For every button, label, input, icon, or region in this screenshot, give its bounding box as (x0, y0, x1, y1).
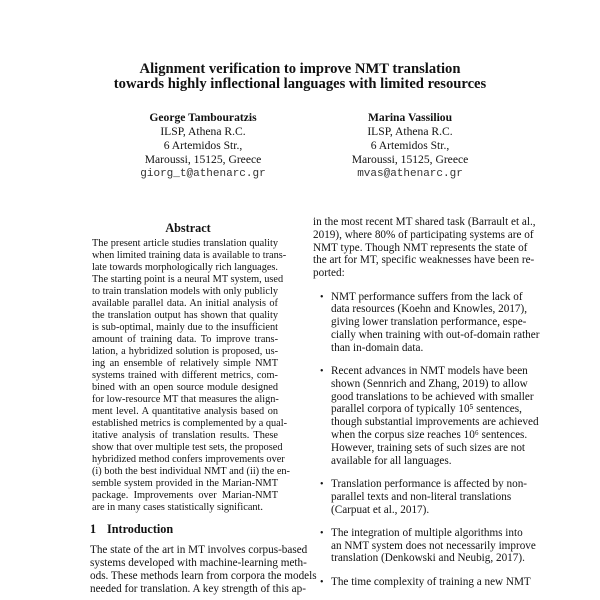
section-number: 1 (90, 522, 97, 536)
abstract-line: is sub-optimal, mainly due to the insufficient (92, 322, 278, 333)
abstract-line: hybridized method confers improvements over (92, 454, 285, 465)
paragraph-line: in the most recent MT shared task (Barrault et al., (313, 216, 536, 228)
author-affiliation: ILSP, Athena R.C. (160, 125, 246, 138)
abstract-line: The present article studies translation quality (92, 238, 278, 249)
introduction-line: The state of the art in MT involves corpus-based (90, 544, 308, 556)
abstract-line: available parallel data. An initial analysis of (92, 298, 278, 309)
bullet-line: Translation performance is affected by non- (331, 477, 528, 490)
bullet-icon: • (320, 527, 324, 539)
abstract-line: semble system provided in the Marian-NMT (92, 478, 278, 489)
bullet-line: data resources (Koehn and Knowles, 2017), (331, 303, 528, 316)
abstract-line: The starting point is a neural MT system, used (92, 274, 284, 285)
author-city: Maroussi, 15125, Greece (351, 153, 469, 166)
paper-title-line-2: towards highly inflectional languages with limited resources (113, 76, 487, 92)
author-affiliation: ILSP, Athena R.C. (367, 125, 453, 138)
introduction-line: needed for translation. A key strength of this ap- (90, 583, 306, 595)
author-block-1 (103, 111, 303, 181)
introduction-line: systems developed with machine-learning meth- (90, 557, 307, 569)
author-name: Marina Vassiliou (367, 111, 453, 124)
paragraph-line: the art for MT, specific weaknesses have been re- (313, 254, 535, 267)
bullet-icon: • (320, 366, 324, 377)
abstract-line: bined with an open source module designed (92, 382, 278, 393)
abstract-line: established metrics is complemented by a qual- (92, 418, 288, 429)
abstract-line: the translation output has shown that quality (92, 310, 278, 321)
introduction-line: ods. These methods learn from corpora the models (90, 570, 317, 582)
bullet-line: The integration of multiple algorithms into (331, 526, 523, 539)
author-name: George Tambouratzis (149, 111, 257, 124)
author-city: Maroussi, 15125, Greece (144, 153, 262, 166)
bullet-line: an NMT system does not necessarily improve (331, 539, 536, 552)
bullet-icon: • (320, 291, 324, 303)
abstract-line: systems trained with different metrics, com- (92, 370, 278, 381)
abstract-line: when limited training data is available to trans- (92, 250, 287, 261)
bullet-line: NMT performance suffers from the lack of (331, 290, 523, 303)
bullet-line: However, training sets of such sizes are not (331, 441, 526, 454)
bullet-line: Recent advances in NMT models have been (331, 365, 528, 377)
abstract-line: are in many cases statistically significant. (92, 502, 263, 513)
bullet-line: available for all languages. (331, 454, 452, 467)
bullet-line: (Carpuat et al., 2017). (331, 503, 430, 516)
bullet-icon: • (320, 576, 324, 588)
bullet-line: parallel corpora of typically 10⁵ sentences, (331, 403, 522, 416)
bullet-icon: • (320, 478, 324, 490)
author-street: 6 Artemidos Str., (370, 139, 450, 152)
bullet-line: cially when training with out-of-domain rather (331, 328, 540, 341)
paragraph-line: ported: (313, 267, 345, 280)
abstract-line: package. Improvements over Marian-NMT (92, 490, 278, 501)
abstract-line: show that over multiple test sets, the proposed (92, 442, 283, 453)
paragraph-line: 2019), where 80% of participating systems are of (313, 228, 534, 241)
section-heading-introduction: Introduction (107, 522, 174, 536)
abstract-line: (i) both the best individual NMT and (ii) the en- (92, 466, 290, 477)
author-block-2 (310, 111, 510, 181)
author-email[interactable]: giorg_t@athenarc.gr (140, 168, 266, 180)
abstract-line: for low-resource MT that measures the align- (92, 394, 279, 405)
abstract-line: ment level. A quantitative analysis based on (92, 406, 278, 417)
bullet-line: shown (Sennrich and Zhang, 2019) to allow (331, 377, 528, 390)
bullet-line: than in-domain data. (331, 341, 424, 354)
abstract-line: late towards morphologically rich languages. (92, 262, 278, 273)
author-email[interactable]: mvas@athenarc.gr (357, 168, 463, 180)
bullet-line: though substantial improvements are achieved (331, 416, 539, 429)
bullet-line: giving lower translation performance, espe- (331, 316, 527, 329)
bullet-line: good translations to be achieved with smaller (331, 390, 534, 403)
abstract-line: itative analysis of translation results. These (92, 430, 278, 441)
bullet-line: translation (Denkowski and Neubig, 2017). (331, 552, 525, 565)
bullet-line: when the corpus size reaches 10⁶ sentences. (331, 429, 528, 441)
abstract-line: amount of training data. To improve trans- (92, 334, 278, 345)
bullet-line: The time complexity of training a new NMT (331, 575, 531, 588)
paragraph-line: NMT type. Though NMT represents the state of (313, 241, 528, 254)
paper-title-line-1: Alignment verification to improve NMT translation (139, 61, 461, 77)
abstract-line: ing an ensemble of relatively simple NMT (92, 358, 278, 369)
abstract-line: lation, a hybridized solution is proposed, us- (92, 346, 278, 357)
bullet-line: parallel texts and non-literal translations (331, 490, 512, 503)
author-street: 6 Artemidos Str., (163, 139, 243, 152)
abstract-line: to train translation models with only publicly (92, 286, 278, 297)
abstract-heading: Abstract (165, 221, 211, 235)
